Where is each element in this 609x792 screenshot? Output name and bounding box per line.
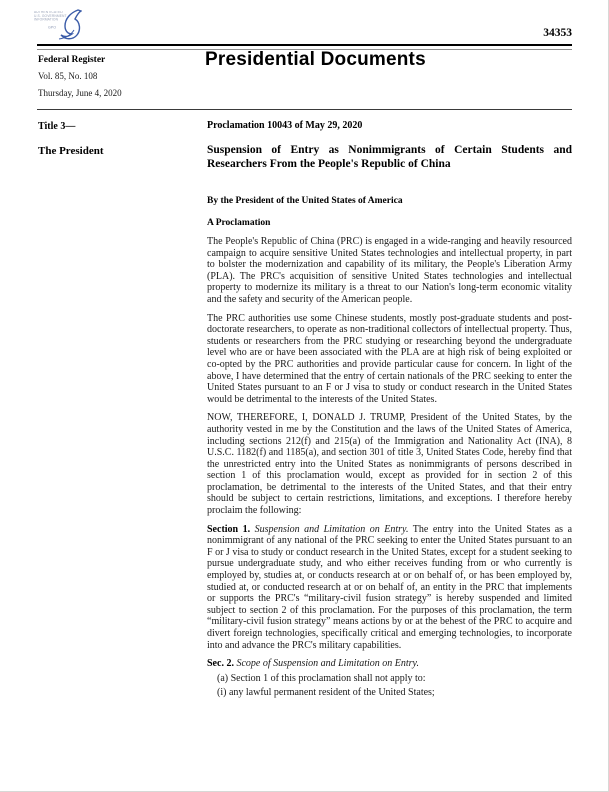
issue-date: Thursday, June 4, 2020 <box>38 88 122 98</box>
section-1-label: Section 1. <box>207 523 251 535</box>
gpo-logo-line: AUTHENTICATED <box>34 11 63 15</box>
section-2-title: Scope of Suspension and Limitation on Entry. <box>236 658 419 670</box>
section-1-title: Suspension and Limitation on Entry. <box>254 523 409 535</box>
byline: By the President of the United States of America <box>207 196 403 206</box>
margin-note-title-3: Title 3— <box>38 121 76 132</box>
gpo-eagle-swirl-icon <box>56 9 82 41</box>
proclamation-title: Suspension of Entry as Nonimmigrants of Certain Students and Researchers From the People's Republic of China <box>207 144 572 170</box>
document-body <box>207 120 572 701</box>
volume-number: Vol. 85, No. 108 <box>38 71 98 81</box>
masthead <box>38 55 198 98</box>
gpo-authenticated-logo <box>34 9 80 41</box>
proclamation-number-line: Proclamation 10043 of May 29, 2020 <box>207 120 363 131</box>
page-number: 34353 <box>543 27 572 39</box>
section-2-heading <box>207 658 572 670</box>
section-2-item-a: (a) Section 1 of this proclamation shall not apply to: <box>217 672 426 684</box>
paragraph-1: The People's Republic of China (PRC) is engaged in a wide-ranging and heavily resourced campaign to acquire sensitive United States technologies and intellectual property, in part to bolster the modernization and capability of its military, the People's Liberation Army (PLA). The PRC's acquisition of sensitive United States technologies and intellectual property to modernize its military is a threat to our Nation's long-term economic vitality and the safety and security of the American people. <box>207 236 572 305</box>
paragraph-2: The PRC authorities use some Chinese students, mostly post-graduate students and post-doctorate researchers, to operate as non-traditional collectors of intellectual property. Thus, students or researchers from the PRC studying or researching beyond the undergraduate level who are or have been associated with the PLA are at high risk of being exploited or co-opted by the PRC authorities and provide particular cause for concern. In light of the above, I have determined that the entry of certain nationals of the PRC seeking to enter the United States pursuant to an F or J visa to study or conduct research in the United States would be detrimental to the interests of the United States. <box>207 312 572 405</box>
margin-note-the-president: The President <box>38 145 104 157</box>
a-proclamation-heading: A Proclamation <box>207 218 271 228</box>
publication-name: Federal Register <box>38 55 106 65</box>
gpo-logo-gpo-label: GPO <box>48 26 57 30</box>
gpo-logo-line: U.S. GOVERNMENT <box>34 14 67 18</box>
section-2-label: Sec. 2. <box>207 658 234 670</box>
paragraph-3: NOW, THEREFORE, I, DONALD J. TRUMP, President of the United States, by the authority vested in me by the Constitution and the laws of the United States of America, including sections 212(f) and 215(a) of the Immigration and Nationality Act (INA), 8 U.S.C. 1182(f) and 1185(a), and section 301 of title 3, United States Code, hereby find that the unrestricted entry into the United States as nonimmigrants of persons described in section 1 of this proclamation would, except as provided for in section 2 of this proclamation, be detrimental to the interests of the United States, and that their entry should be subject to certain restrictions, limitations, and exceptions. I therefore hereby proclaim the following: <box>207 412 572 517</box>
section-heading: Presidential Documents <box>205 49 426 70</box>
section-2-item-i: (i) any lawful permanent resident of the United States; <box>217 686 435 698</box>
masthead-bottom-rule <box>37 109 572 110</box>
section-1-paragraph <box>207 524 572 652</box>
gpo-logo-line: INFORMATION <box>34 18 59 22</box>
section-1-body: The entry into the United States as a nonimmigrant of any national of the PRC seeking to enter the United States pursuant to an F or J visa to study or conduct research in the United States, except for a student seeking to pursue undergraduate study, and who either receives funding from or who currently is employed by, studies at, or conducts research at or on behalf of, or has been employed by, studied at, or conducted research at or on behalf of, an entity in the PRC that implements or supports the PRC's “military-civil fusion strategy” is hereby suspended and limited subject to section 2 of this proclamation. For the purposes of this proclamation, the term “military-civil fusion strategy” means actions by or at the behest of the PRC to acquire and divert foreign technologies, specifically critical and emerging technologies, to incorporate into and advance the PRC's military capabilities. <box>207 523 573 651</box>
